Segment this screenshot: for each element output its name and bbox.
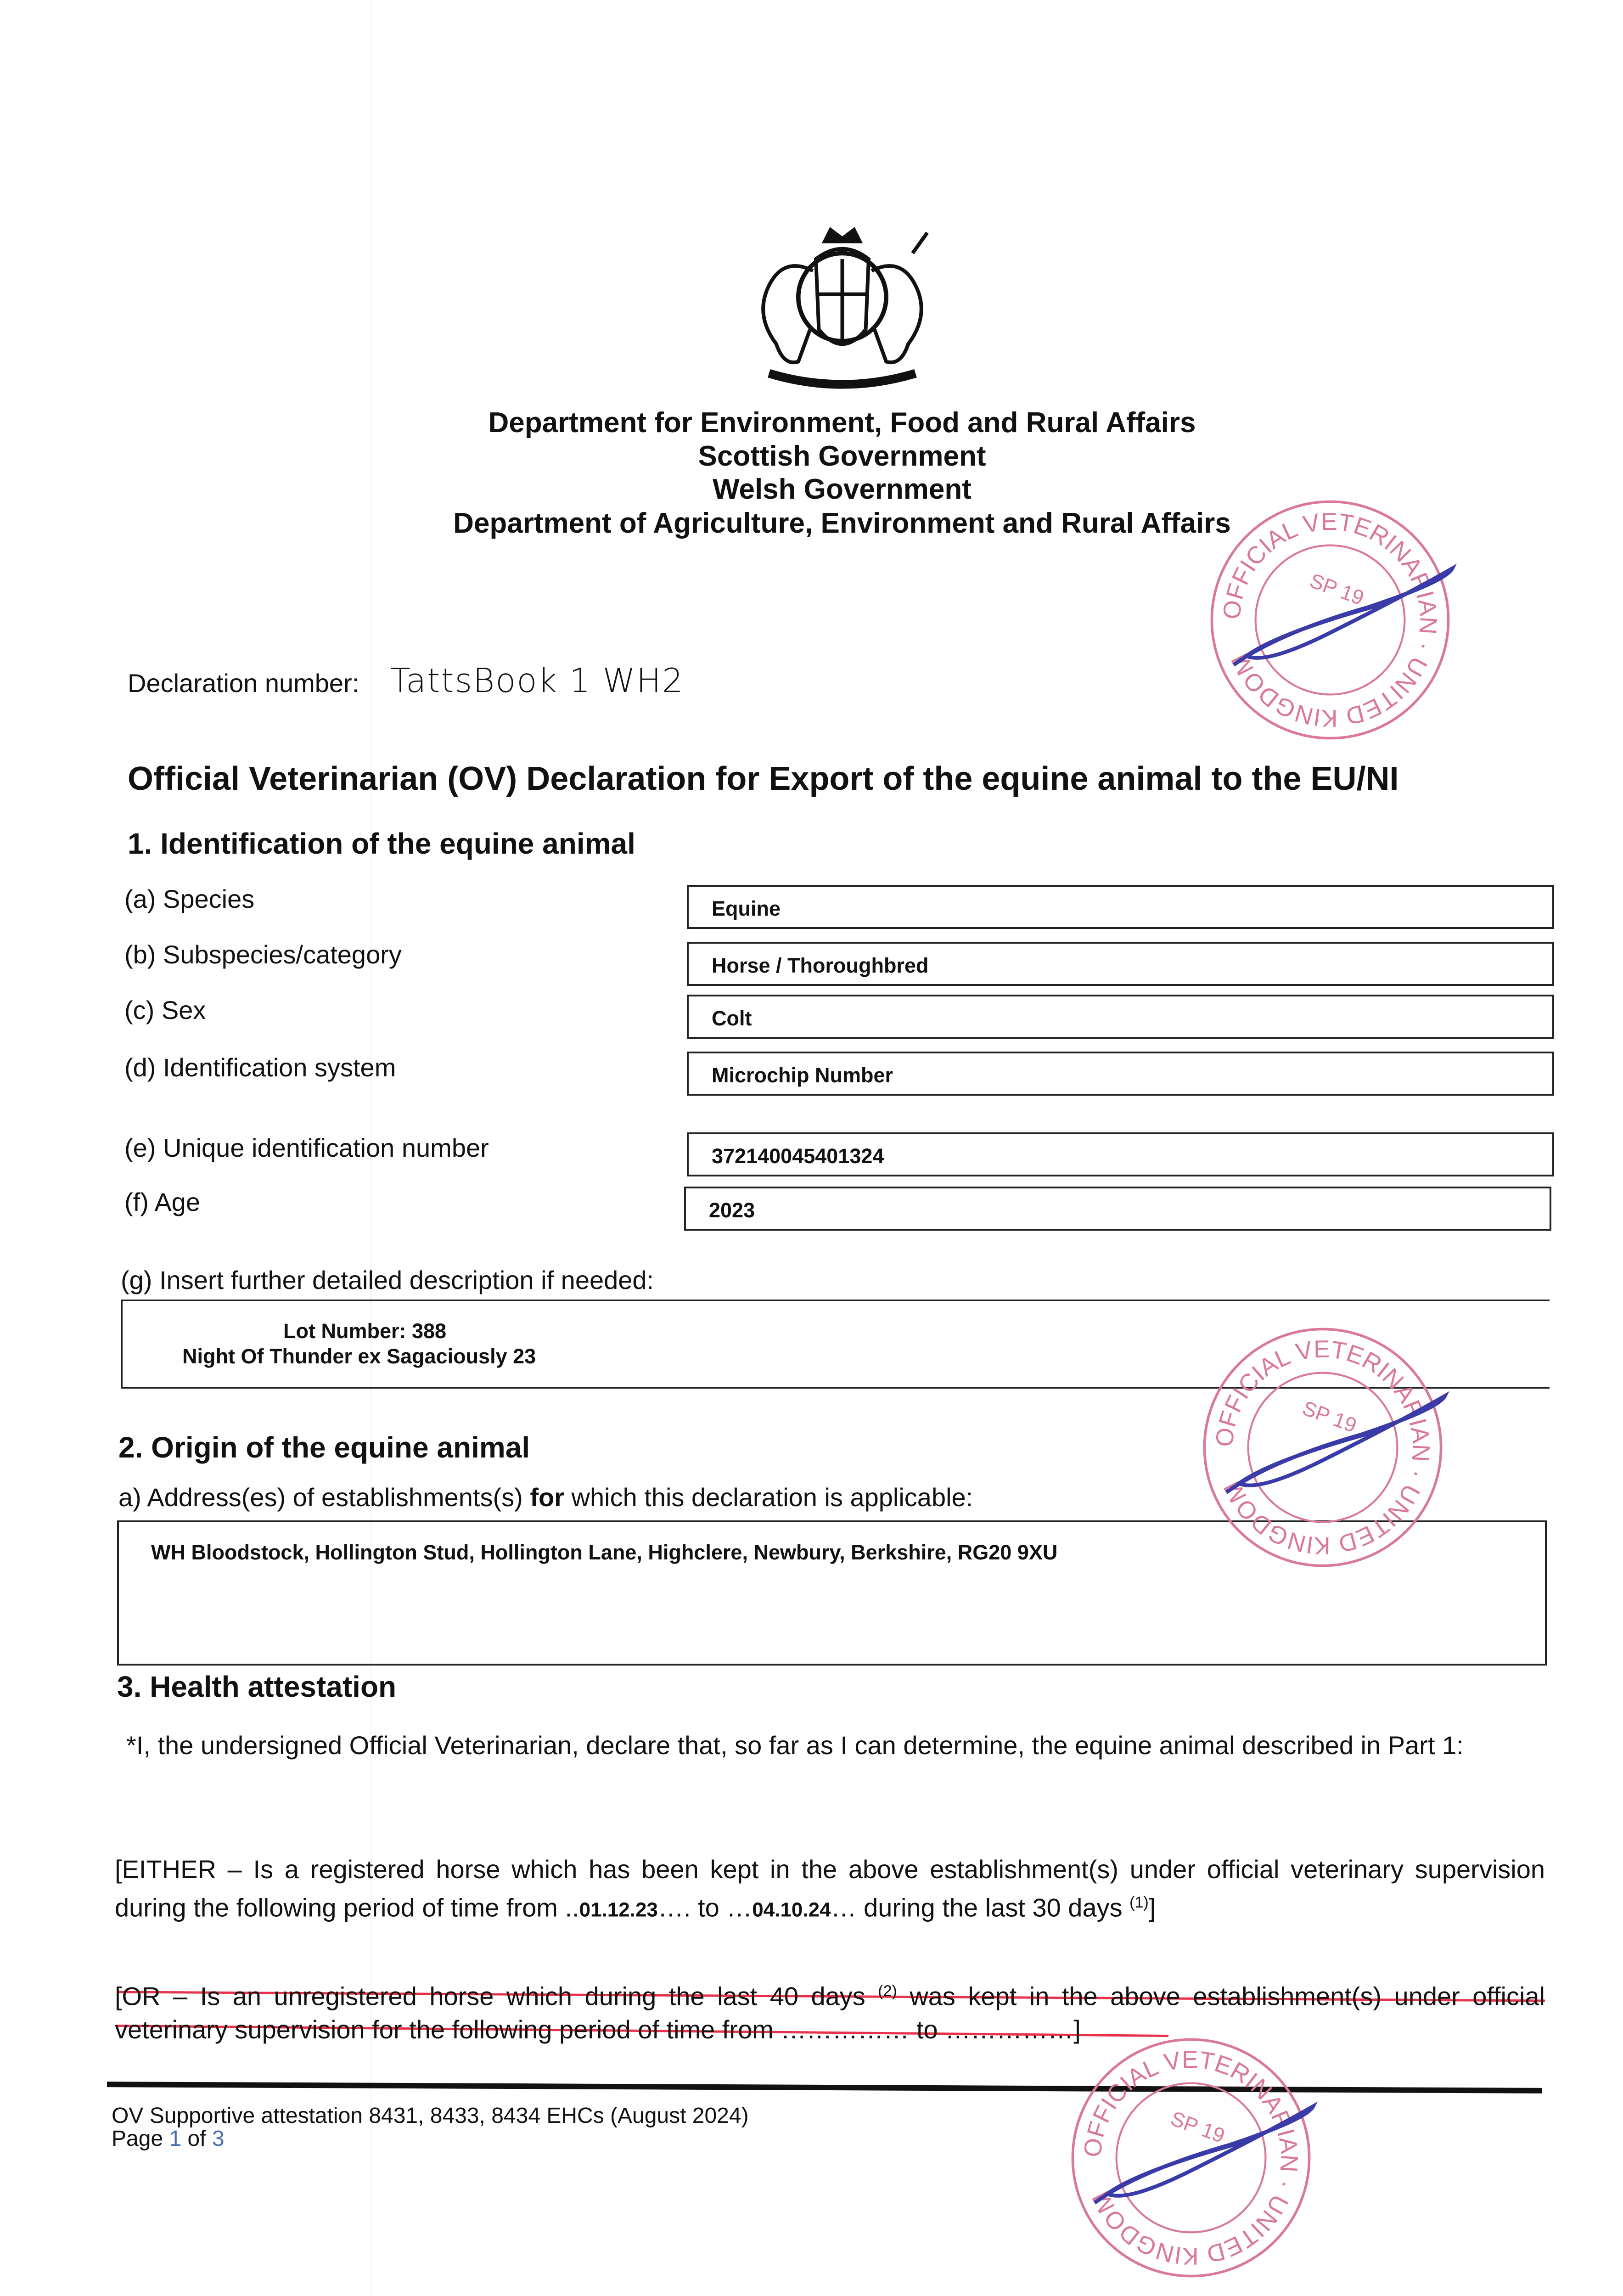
field-value-box	[684, 1187, 1551, 1231]
field-label: (c) Sex	[124, 996, 206, 1024]
header-line-welsh: Welsh Government	[713, 473, 972, 505]
official-veterinarian-stamp	[1062, 2029, 1320, 2286]
official-veterinarian-stamp	[1194, 1319, 1451, 1576]
either-text: [EITHER – Is a registered horse which has been kept in the above establishment(s) under official veterinary supervision during the following period of time from ..	[115, 1855, 1545, 1922]
svg-text:SP 19: SP 19	[1168, 2107, 1228, 2148]
footer-page	[112, 2126, 225, 2151]
declaration-number-handwritten: TattsBook 1 WH2	[390, 661, 684, 700]
address-label-text: which this declaration is applicable:	[564, 1483, 973, 1512]
page-word: Page	[112, 2127, 163, 2151]
field-label: (a) Species	[124, 884, 255, 913]
field-value: 2023	[709, 1199, 755, 1222]
svg-text:OFFICIAL VETERINARIAN · UNIT: OFFICIAL VETERINARIAN · UNITED KINGDOM	[1079, 2046, 1303, 2270]
section3-heading: 3. Health attestation	[117, 1670, 397, 1703]
field-value: Colt	[712, 1007, 752, 1030]
stamp-seal-icon	[1062, 2029, 1320, 2286]
stamp-seal-icon	[1202, 491, 1459, 748]
address-label-text: a) Address(es) of establishments(s)	[118, 1483, 530, 1512]
address-value: WH Bloodstock, Hollington Stud, Hollington Lane, Highclere, Newbury, Berkshire, RG20 9XU	[151, 1541, 1058, 1564]
field-label: (b) Subspecies/category	[124, 940, 402, 969]
description-line: Lot Number: 388	[283, 1319, 447, 1343]
field-value-box	[687, 885, 1554, 929]
either-text: … during the last 30 days	[831, 1893, 1130, 1922]
section2-heading: 2. Origin of the equine animal	[118, 1431, 530, 1464]
field-value: Equine	[712, 897, 781, 920]
page-number: 1	[169, 2127, 182, 2151]
field-value-box	[687, 942, 1554, 986]
either-to-date: 04.10.24	[752, 1898, 831, 1921]
field-value: 372140045401324	[712, 1144, 884, 1168]
attestation-either	[115, 1853, 1545, 1927]
description-line: Night Of Thunder ex Sagaciously 23	[182, 1345, 536, 1368]
either-from-date: 01.12.23	[579, 1898, 658, 1921]
either-text: ]	[1148, 1893, 1156, 1922]
official-veterinarian-stamp	[1202, 491, 1459, 748]
declaration-number-label: Declaration number:	[128, 669, 359, 698]
svg-text:OFFICIAL VETERINARIAN · UNIT: OFFICIAL VETERINARIAN · UNITED KINGDOM	[1211, 1335, 1435, 1559]
field-value-box	[687, 1132, 1554, 1176]
address-label-bold: for	[530, 1483, 564, 1512]
address-label	[118, 1482, 973, 1512]
footnote-ref: (1)	[1129, 1894, 1149, 1911]
royal-crest-icon	[740, 227, 945, 395]
header-line-scottish: Scottish Government	[698, 440, 986, 472]
either-text: …. to …	[657, 1893, 753, 1922]
field-value: Horse / Thoroughbred	[712, 954, 929, 977]
document-title: Official Veterinarian (OV) Declaration for Export of the equine animal to the EU/NI	[128, 760, 1399, 797]
field-value-box	[687, 1052, 1554, 1096]
or-text: was kept in the above establishment(s) under official veterinary supervision for the following period of time from …………… to ……………]	[115, 1981, 1545, 2044]
svg-text:SP 19: SP 19	[1299, 1396, 1360, 1437]
section1-heading: 1. Identification of the equine animal	[128, 827, 635, 860]
field-value: Microchip Number	[712, 1064, 893, 1087]
header-line-defra: Department for Environment, Food and Rural Affairs	[488, 407, 1196, 439]
field-label: (e) Unique identification number	[124, 1133, 489, 1162]
description-label: (g) Insert further detailed description if needed:	[121, 1266, 654, 1294]
page-total: 3	[212, 2127, 225, 2151]
attestation-or-struck	[115, 1975, 1545, 2046]
svg-text:OFFICIAL VETERINARIAN · UNIT: OFFICIAL VETERINARIAN · UNITED KINGDOM	[1218, 508, 1442, 732]
field-label: (d) Identification system	[124, 1053, 396, 1082]
svg-text:SP 19: SP 19	[1307, 569, 1367, 610]
field-value-box	[687, 995, 1554, 1039]
field-label: (f) Age	[124, 1187, 200, 1216]
header-line-daera: Department of Agriculture, Environment and Rural Affairs	[453, 507, 1231, 539]
footnote-ref: (2)	[878, 1982, 897, 2000]
or-text: [OR – Is an unregistered horse which during the last 40 days	[115, 1981, 878, 2011]
stamp-seal-icon	[1194, 1319, 1451, 1576]
footer-divider	[107, 2082, 1542, 2093]
footer-attestation: OV Supportive attestation 8431, 8433, 8434 EHCs (August 2024)	[112, 2104, 749, 2128]
of-word: of	[187, 2127, 206, 2151]
attestation-intro: *I, the undersigned Official Veterinarian, declare that, so far as I can determine, the equine animal described in Part 1:	[126, 1731, 1464, 1760]
